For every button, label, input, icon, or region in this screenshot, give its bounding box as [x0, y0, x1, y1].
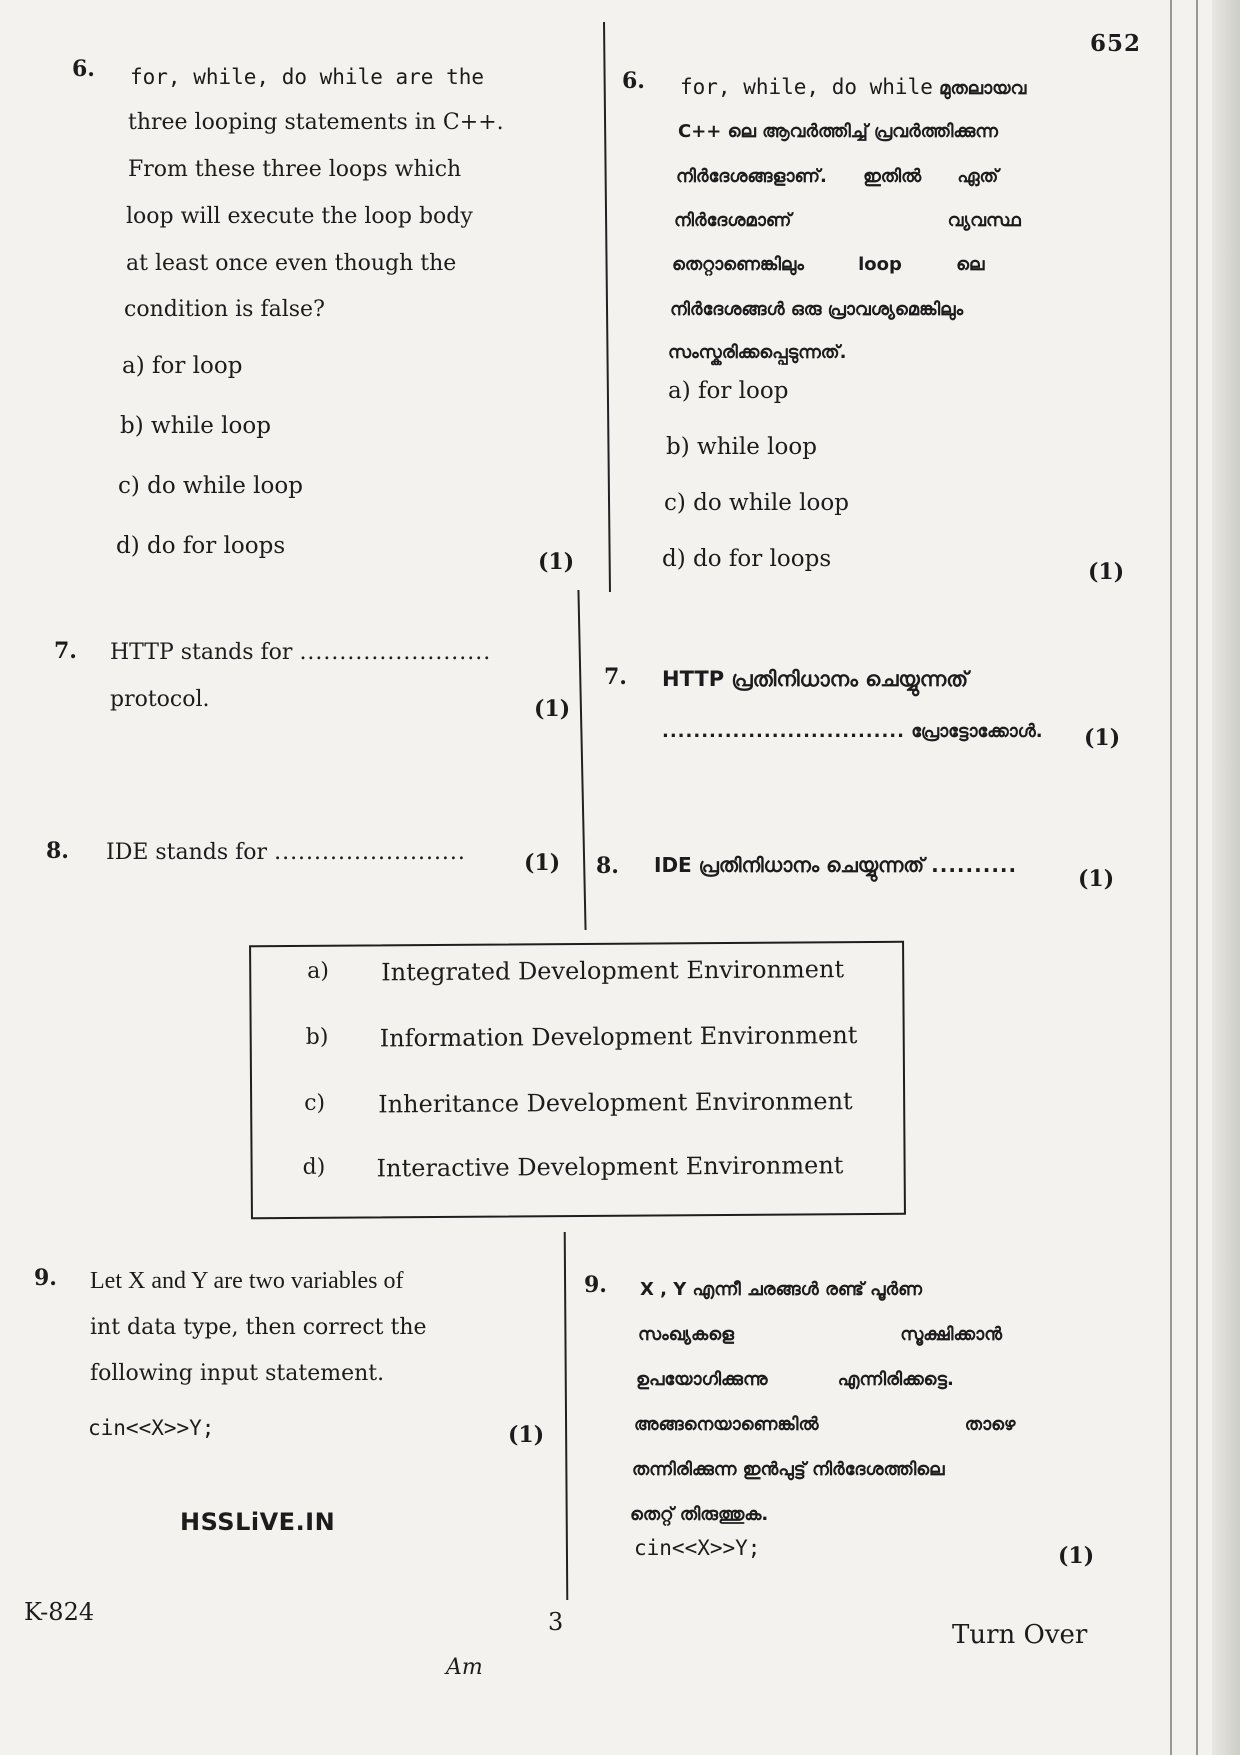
- question-7-line-1: [110, 630, 491, 676]
- question-9-ml-number: 9.: [584, 1272, 607, 1298]
- footer-page-number: 3: [548, 1608, 564, 1636]
- question-6-ml-code: for, while, do while: [680, 75, 933, 99]
- question-6-ml-line-7: സംസ്കരിക്കപ്പെടുന്നത്.: [668, 342, 847, 363]
- question-6-ml-line-4: നിർദേശമാണ് വ്യവസ്ഥ: [674, 210, 1021, 231]
- question-6-option-d: d) do for loops: [116, 533, 286, 559]
- page-edge-line: [1196, 0, 1198, 1755]
- option-d-text: Interactive Development Environment: [376, 1151, 844, 1183]
- question-6-line-1: for, while, do while are the: [130, 65, 485, 89]
- question-9-number: 9.: [34, 1265, 57, 1291]
- question-8-ml-text: IDE പ്രതിനിധാനം ചെയ്യുന്നത്: [654, 853, 925, 877]
- question-9-ml-line-4: അങ്ങനെയാണെങ്കിൽ താഴെ: [634, 1414, 1016, 1435]
- question-9-code: cin<<X>>Y;: [88, 1416, 215, 1440]
- question-7-ml-blank: ...............................: [662, 721, 905, 742]
- question-6-ml-option-a: a) for loop: [668, 378, 789, 404]
- question-6-line-3: From these three loops which: [128, 157, 462, 182]
- question-9-line-3: following input statement.: [90, 1361, 385, 1386]
- invigilator-signature: Am: [446, 1655, 483, 1680]
- question-9-ml-line-1: X , Y എന്നീ ചരങ്ങൾ രണ്ട് പൂർണ: [640, 1279, 922, 1300]
- question-6-ml-line-6: നിർദേശങ്ങൾ ഒരു പ്രാവശ്യമെങ്കിലും: [670, 299, 964, 320]
- question-6-option-b: b) while loop: [120, 413, 271, 439]
- question-8-blank: ........................: [274, 840, 466, 865]
- question-7-ml-line-1: HTTP പ്രതിനിധാനം ചെയ്യുന്നത്: [662, 667, 969, 691]
- column-divider-middle: [577, 590, 586, 930]
- option-c-letter: c): [304, 1090, 326, 1116]
- option-b-letter: b): [305, 1024, 329, 1050]
- question-7-line-2: protocol.: [110, 687, 210, 712]
- option-d-letter: d): [302, 1154, 326, 1180]
- option-b-text: Information Development Environment: [379, 1021, 858, 1053]
- question-8-ml-line: [654, 844, 1017, 887]
- column-divider-bottom: [564, 1232, 569, 1600]
- question-6-line-6: condition is false?: [124, 297, 325, 322]
- question-8-number: 8.: [46, 838, 69, 864]
- question-9-ml-mark: (1): [1058, 1543, 1095, 1569]
- turn-over-label: Turn Over: [952, 1620, 1088, 1650]
- question-6-line-4: loop will execute the loop body: [126, 204, 473, 229]
- paper-code: K-824: [24, 1598, 95, 1626]
- question-7-mark: (1): [534, 696, 571, 722]
- question-6-ml-line-3: നിർദേശങ്ങളാണ്. ഇതിൽ ഏത്: [676, 166, 999, 187]
- option-a-letter: a): [307, 958, 330, 984]
- question-7-ml-line-2: [662, 710, 1043, 753]
- question-6-line-2: three looping statements in C++.: [128, 110, 504, 135]
- question-7-blank: ........................: [299, 640, 492, 665]
- question-9-ml-line-3: ഉപയോഗിക്കുന്നു എന്നിരിക്കട്ടെ.: [636, 1369, 954, 1390]
- column-divider-top: [603, 22, 611, 592]
- question-6-ml-line-5: തെറ്റാണെങ്കിലും loop ലെ: [672, 254, 985, 275]
- question-9-ml-line-6: തെറ്റ് തിരുത്തുക.: [630, 1504, 769, 1525]
- question-6-ml-option-d: d) do for loops: [662, 546, 832, 572]
- question-8-line: [106, 830, 466, 876]
- option-a-text: Integrated Development Environment: [381, 955, 845, 987]
- question-6-option-a: a) for loop: [122, 353, 243, 379]
- hsslive-watermark: HSSLiVE.IN: [180, 1508, 336, 1536]
- question-8-text: IDE stands for: [106, 840, 268, 865]
- question-6-mark: (1): [538, 549, 575, 575]
- question-8-mark: (1): [524, 850, 561, 876]
- question-6-ml-line-2: C++ ലെ ആവർത്തിച്ച് പ്രവർത്തിക്കുന്ന: [678, 121, 998, 142]
- page-number: 652: [1090, 30, 1142, 57]
- question-6-ml-option-b: b) while loop: [666, 434, 817, 460]
- question-6-line-5: at least once even though the: [126, 251, 457, 276]
- question-7-number: 7.: [54, 638, 77, 664]
- question-6-ml-mark: (1): [1088, 559, 1125, 585]
- question-6-ml-option-c: c) do while loop: [664, 490, 849, 516]
- question-8-ml-blank: ..........: [931, 853, 1018, 877]
- question-8-ml-mark: (1): [1078, 866, 1115, 892]
- question-8-options-box: [249, 941, 906, 1220]
- page-edge-line: [1170, 0, 1172, 1755]
- question-9-mark: (1): [508, 1422, 545, 1448]
- option-c-text: Inheritance Development Environment: [378, 1087, 853, 1119]
- question-8-ml-number: 8.: [596, 853, 619, 879]
- question-6-ml-line-1: [680, 66, 1070, 110]
- question-6-option-c: c) do while loop: [118, 473, 303, 499]
- question-7-ml-number: 7.: [604, 664, 627, 690]
- question-6-ml-number: 6.: [622, 68, 645, 94]
- question-7-ml-mark: (1): [1084, 725, 1121, 751]
- question-7-ml-text: പ്രോട്ടോക്കോൾ.: [911, 721, 1043, 742]
- question-9-ml-line-5: തന്നിരിക്കുന്ന ഇൻപുട്ട് നിർദേശത്തിലെ: [632, 1459, 945, 1480]
- question-9-line-2: int data type, then correct the: [90, 1315, 427, 1340]
- question-9-line-1: Let X and Y are two variables of: [90, 1268, 404, 1294]
- question-9-ml-code: cin<<X>>Y;: [634, 1536, 761, 1560]
- page-edge-shadow: [1212, 0, 1240, 1755]
- question-7-text: HTTP stands for: [110, 640, 293, 665]
- question-6-number: 6.: [72, 56, 95, 82]
- question-6-ml-line-1-text: മുതലായവ: [939, 78, 1027, 99]
- question-9-ml-line-2: സംഖ്യകളെ സൂക്ഷിക്കാൻ: [638, 1324, 1002, 1345]
